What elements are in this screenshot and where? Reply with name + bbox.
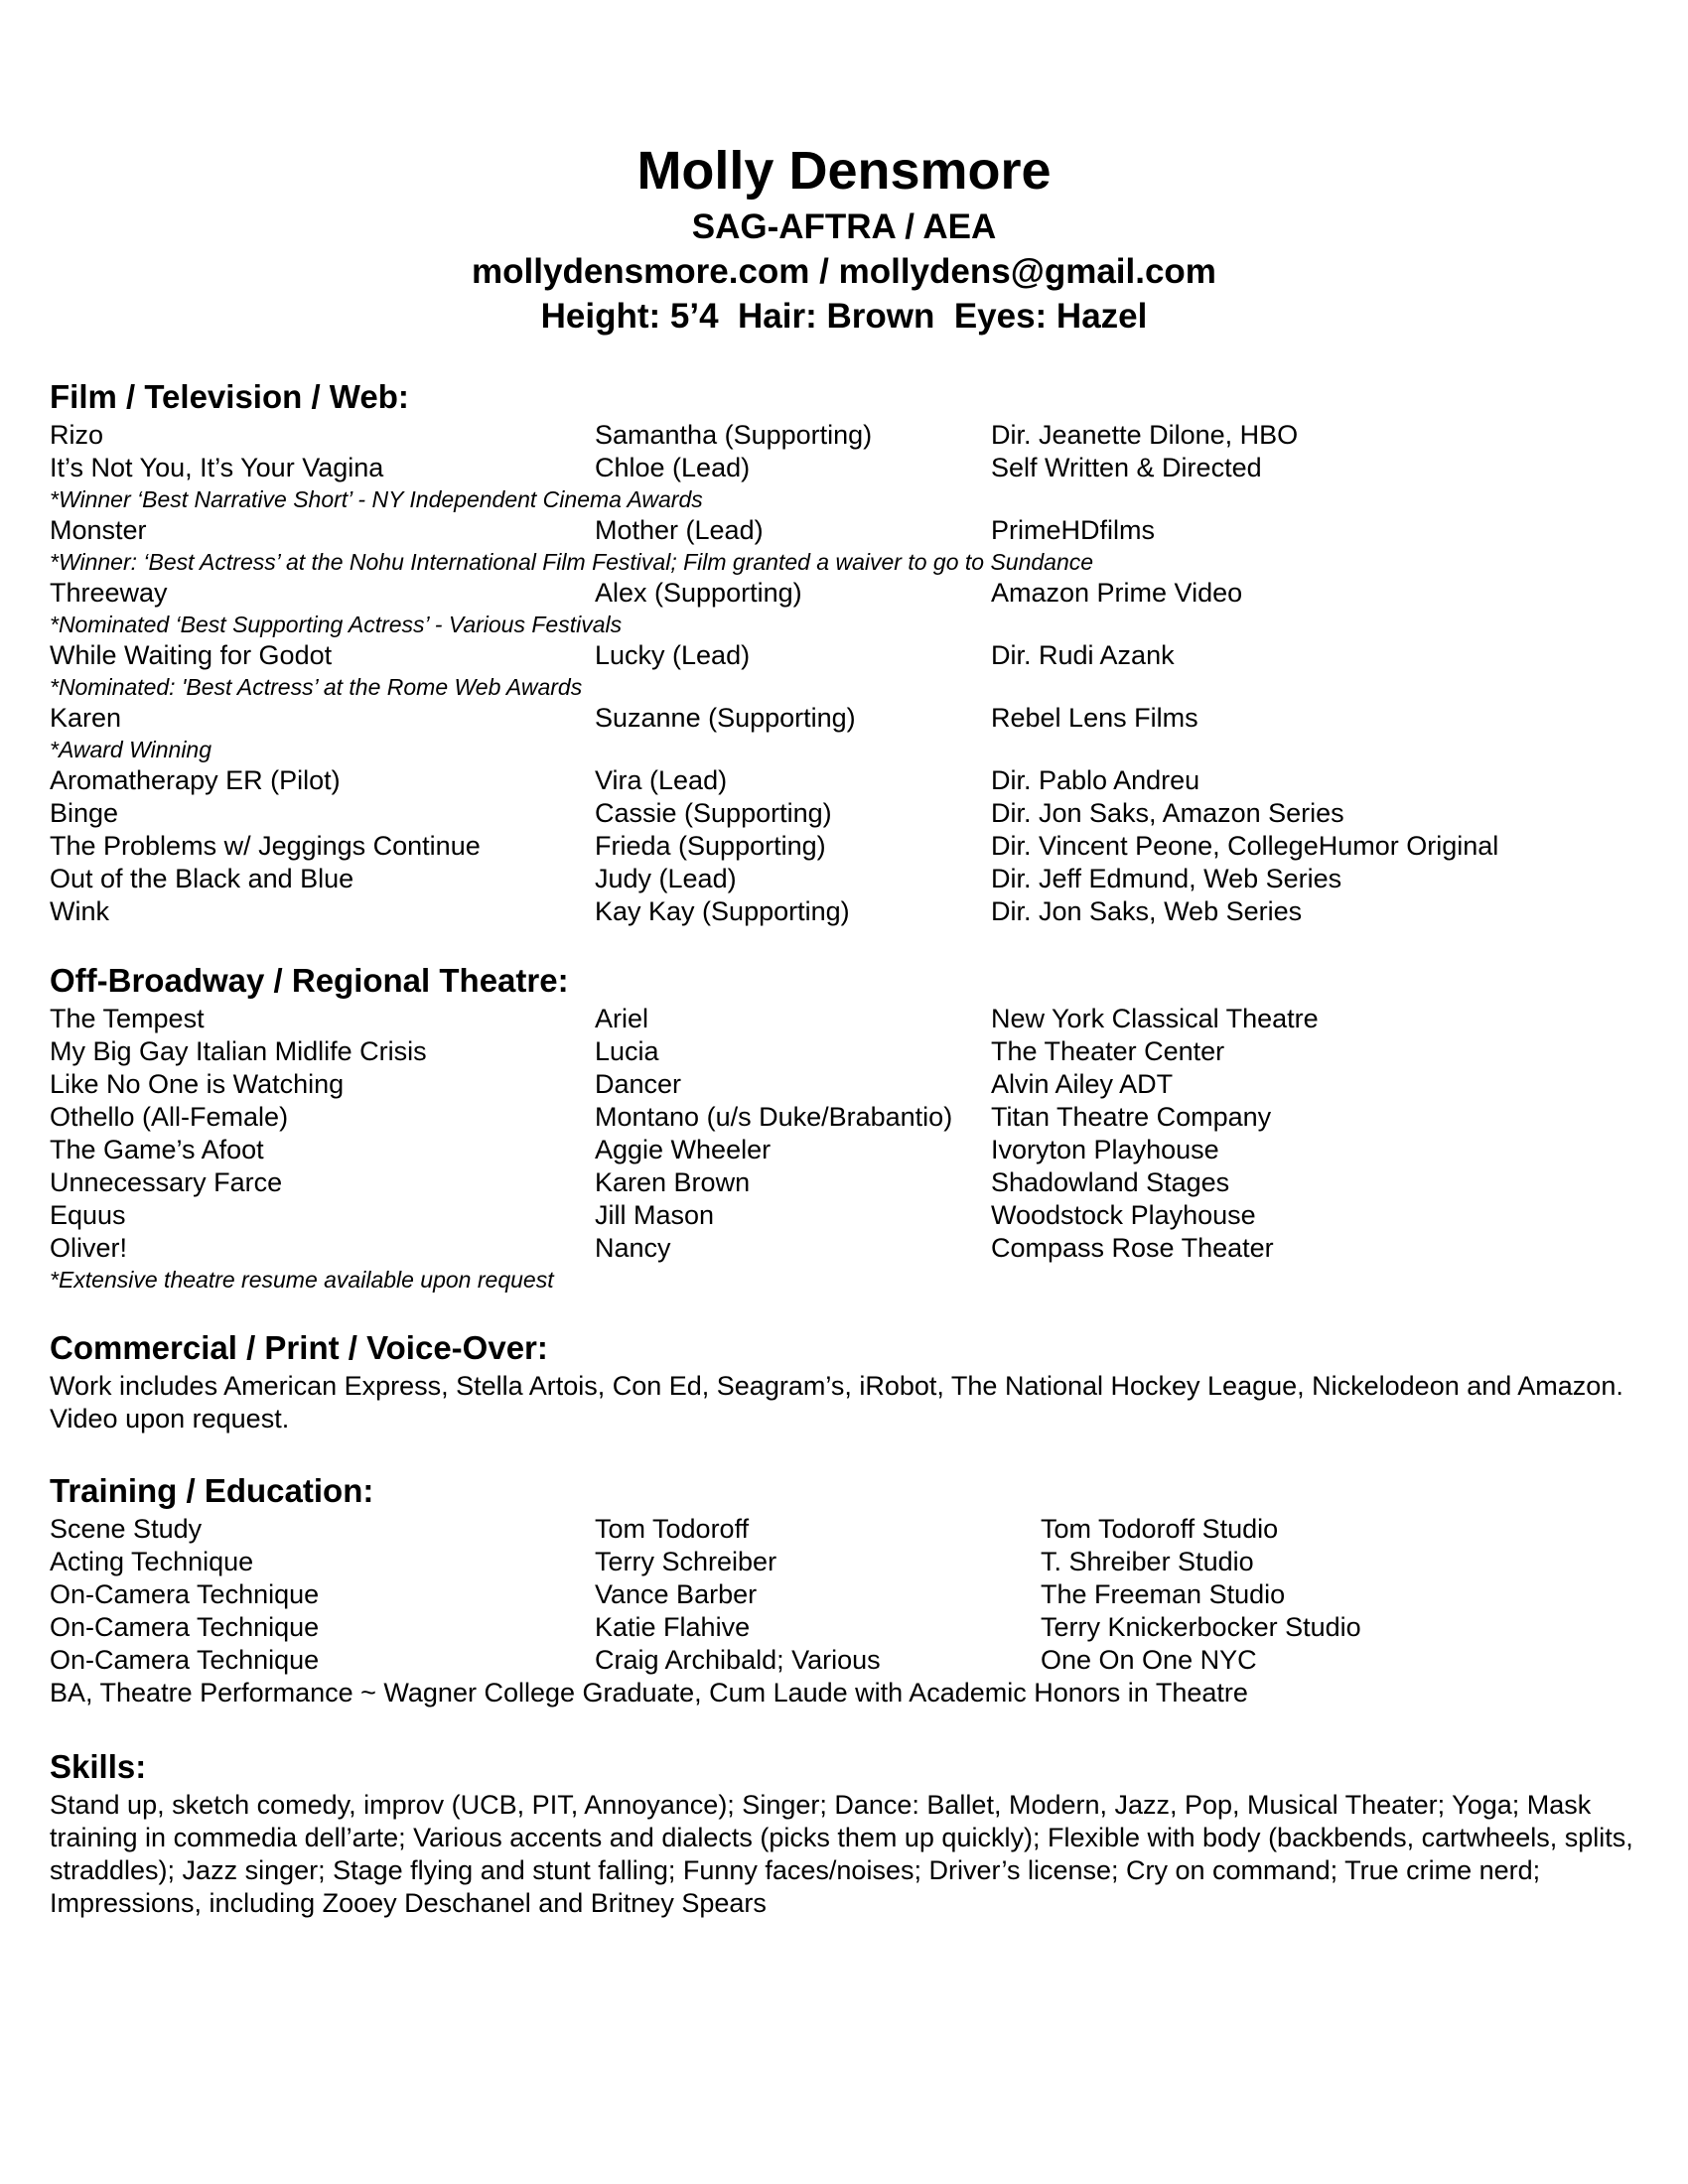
credit-project: The Game’s Afoot: [50, 1135, 264, 1164]
credit-row: [50, 577, 1638, 610]
credit-row: [50, 514, 1638, 547]
credit-note: *Extensive theatre resume available upon request: [50, 1267, 554, 1293]
credit-company: Shadowland Stages: [991, 1167, 1230, 1197]
credit-company: Terry Knickerbocker Studio: [1041, 1612, 1361, 1642]
credit-company: Tom Todoroff Studio: [1041, 1514, 1279, 1544]
credit-role: Kay Kay (Supporting): [595, 896, 850, 926]
physical-stats: [0, 294, 1688, 339]
eyes-stat: Eyes: Hazel: [953, 297, 1148, 336]
credit-row: [50, 1546, 1638, 1578]
credit-project: The Problems w/ Jeggings Continue: [50, 831, 481, 861]
credit-project: Oliver!: [50, 1233, 128, 1263]
credit-project: Like No One is Watching: [50, 1069, 345, 1099]
credit-project: Wink: [50, 896, 109, 926]
credit-company: T. Shreiber Studio: [1041, 1547, 1254, 1576]
credit-row: [50, 764, 1638, 797]
training-list: [50, 1513, 1638, 1677]
credit-role: Cassie (Supporting): [595, 798, 832, 828]
credit-row: [50, 1101, 1638, 1134]
credit-role: Vira (Lead): [595, 765, 728, 795]
credit-project: Aromatherapy ER (Pilot): [50, 765, 341, 795]
credit-note: *Award Winning: [50, 737, 212, 762]
credit-role: Samantha (Supporting): [595, 420, 873, 450]
credit-row: [50, 1068, 1638, 1101]
credit-company: The Freeman Studio: [1041, 1579, 1286, 1609]
credit-company: One On One NYC: [1041, 1645, 1257, 1675]
credit-role: Lucia: [595, 1036, 659, 1066]
credit-row: [50, 639, 1638, 672]
credit-role: Karen Brown: [595, 1167, 751, 1197]
credit-company: Compass Rose Theater: [991, 1233, 1274, 1263]
section-title: Off-Broadway / Regional Theatre:: [50, 962, 569, 999]
credit-role: Dancer: [595, 1069, 682, 1099]
credit-company: The Theater Center: [991, 1036, 1225, 1066]
credit-company: Dir. Vincent Peone, CollegeHumor Original: [991, 831, 1499, 861]
credits-list: [50, 419, 1638, 928]
credit-company: Dir. Rudi Azank: [991, 640, 1175, 670]
credit-project: Scene Study: [50, 1514, 203, 1544]
credit-project: Othello (All-Female): [50, 1102, 289, 1132]
credit-row: [50, 863, 1638, 895]
credit-company: Self Written & Directed: [991, 453, 1262, 482]
credit-row: [50, 797, 1638, 830]
union-affiliation: SAG-AFTRA / AEA: [691, 207, 997, 246]
credit-project: On-Camera Technique: [50, 1579, 320, 1609]
credit-row: [50, 1644, 1638, 1677]
credit-company: Woodstock Playhouse: [991, 1200, 1256, 1230]
credit-row: [50, 1199, 1638, 1232]
credit-company: PrimeHDfilms: [991, 515, 1155, 545]
credit-project: Unnecessary Farce: [50, 1167, 283, 1197]
credit-row: [50, 830, 1638, 863]
credit-role: Tom Todoroff: [595, 1514, 750, 1544]
credit-role: Judy (Lead): [595, 864, 737, 893]
credit-row: [50, 895, 1638, 928]
credit-role: Vance Barber: [595, 1579, 758, 1609]
credit-note: *Nominated ‘Best Supporting Actress’ - Various Festivals: [50, 612, 623, 637]
contact-info: mollydensmore.com / mollydens@gmail.com: [472, 252, 1216, 291]
credits-list: [50, 1003, 1638, 1295]
credit-row: [50, 1611, 1638, 1644]
credit-note: *Winner ‘Best Narrative Short’ - NY Independent Cinema Awards: [50, 486, 703, 512]
credit-row: [50, 419, 1638, 452]
credit-project: Equus: [50, 1200, 126, 1230]
credit-company: Dir. Jon Saks, Amazon Series: [991, 798, 1344, 828]
section-title: Film / Television / Web:: [50, 378, 409, 415]
credit-company: Titan Theatre Company: [991, 1102, 1272, 1132]
credit-row: [50, 702, 1638, 735]
credit-row: [50, 1166, 1638, 1199]
actor-name: Molly Densmore: [636, 141, 1052, 201]
section-title: Commercial / Print / Voice-Over:: [50, 1329, 548, 1366]
credit-project: My Big Gay Italian Midlife Crisis: [50, 1036, 427, 1066]
credit-role: Montano (u/s Duke/Brabantio): [595, 1102, 953, 1132]
credit-company: Dir. Jon Saks, Web Series: [991, 896, 1303, 926]
credit-row: [50, 1232, 1638, 1265]
degree-line: BA, Theatre Performance ~ Wagner College Graduate, Cum Laude with Academic Honors in Theatre: [50, 1678, 1248, 1707]
credit-project: Acting Technique: [50, 1547, 254, 1576]
theatre-section: [50, 959, 1638, 1295]
resume-header: [0, 137, 1688, 339]
credit-project: On-Camera Technique: [50, 1645, 320, 1675]
credit-company: Dir. Jeff Edmund, Web Series: [991, 864, 1342, 893]
credit-role: Lucky (Lead): [595, 640, 751, 670]
credit-row: [50, 1134, 1638, 1166]
credit-role: Nancy: [595, 1233, 671, 1263]
credit-project: Out of the Black and Blue: [50, 864, 354, 893]
training-section: [50, 1469, 1638, 1709]
credit-row: [50, 1513, 1638, 1546]
credit-project: It’s Not You, It’s Your Vagina: [50, 453, 384, 482]
section-title: Skills:: [50, 1748, 147, 1785]
credit-role: Alex (Supporting): [595, 578, 802, 608]
credit-role: Katie Flahive: [595, 1612, 751, 1642]
credit-project: Monster: [50, 515, 147, 545]
credit-role: Chloe (Lead): [595, 453, 751, 482]
credit-company: Ivoryton Playhouse: [991, 1135, 1219, 1164]
credit-company: Rebel Lens Films: [991, 703, 1198, 733]
height-stat: Height: 5’4: [540, 297, 719, 336]
credit-project: While Waiting for Godot: [50, 640, 333, 670]
credit-project: Threeway: [50, 578, 168, 608]
credit-row: [50, 1035, 1638, 1068]
credit-note: *Winner: ‘Best Actress’ at the Nohu International Film Festival; Film granted a waiver to go to Sundance: [50, 549, 1094, 575]
commercial-text: Work includes American Express, Stella Artois, Con Ed, Seagram’s, iRobot, The National Hockey League, Nickelodeon and Amazon. Video upon request.: [50, 1371, 1623, 1433]
commercial-section: [50, 1326, 1638, 1435]
skills-section: [50, 1745, 1638, 1920]
credit-row: [50, 1003, 1638, 1035]
skills-text: Stand up, sketch comedy, improv (UCB, PIT, Annoyance); Singer; Dance: Ballet, Modern, Jazz, Pop, Musical Theater; Yoga; Mask training in commedia dell’arte; Various accents and dialects (picks them up quickly); Flexible with body (backbends, cartwheels, splits, straddles); Jazz singer; Stage flying and stunt falling; Funny faces/noises; Driver’s license; Cry on command; True crime nerd; Impressions, including Zooey Deschanel and Britney Spears: [50, 1790, 1633, 1918]
credit-role: Frieda (Supporting): [595, 831, 826, 861]
credit-company: Amazon Prime Video: [991, 578, 1243, 608]
credit-role: Craig Archibald; Various: [595, 1645, 881, 1675]
credit-row: [50, 452, 1638, 484]
credit-company: Alvin Ailey ADT: [991, 1069, 1174, 1099]
credit-role: Terry Schreiber: [595, 1547, 777, 1576]
credit-role: Aggie Wheeler: [595, 1135, 772, 1164]
credit-project: Karen: [50, 703, 122, 733]
credit-project: The Tempest: [50, 1004, 205, 1033]
credit-row: [50, 1578, 1638, 1611]
section-title: Training / Education:: [50, 1472, 374, 1509]
hair-stat: Hair: Brown: [738, 297, 935, 336]
credit-project: Rizo: [50, 420, 104, 450]
credit-project: Binge: [50, 798, 119, 828]
credit-role: Mother (Lead): [595, 515, 764, 545]
credit-company: New York Classical Theatre: [991, 1004, 1319, 1033]
credit-role: Jill Mason: [595, 1200, 715, 1230]
credit-note: *Nominated: 'Best Actress’ at the Rome Web Awards: [50, 674, 583, 700]
credit-role: Suzanne (Supporting): [595, 703, 856, 733]
credit-company: Dir. Pablo Andreu: [991, 765, 1200, 795]
film-section: [50, 375, 1638, 928]
credit-company: Dir. Jeanette Dilone, HBO: [991, 420, 1299, 450]
credit-role: Ariel: [595, 1004, 649, 1033]
credit-project: On-Camera Technique: [50, 1612, 320, 1642]
